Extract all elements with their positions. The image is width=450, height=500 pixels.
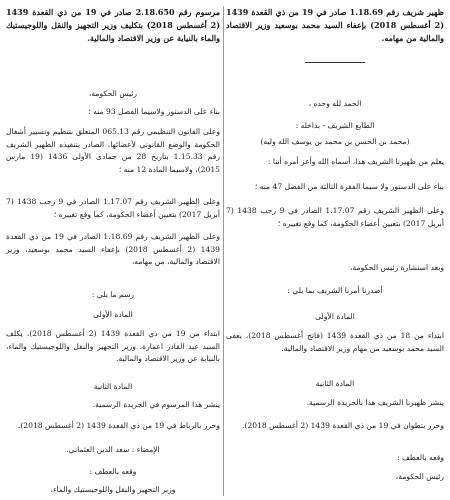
article-1-heading: المادة الأولى — [93, 310, 133, 319]
dahir-paragraph: وبعد استشارة رئيس الحكومة، — [350, 263, 444, 272]
date-of-issue: وحرر بتطوان في 19 من ذي القعدة 1439 (2 أغسطس 2018). — [242, 421, 444, 430]
seal-name: (محمد بن الحسن بن محمد بن يوسف الله وليه) — [260, 137, 410, 146]
decree-paragraph: وعلى الظهير الشريف رقم 1.17.07 الصادر في 9 رجب 1438 (7 أبريل 2017) بتعيين أعضاء الحكومة، كما وقع تغييره ؛ — [6, 197, 220, 219]
column-divider — [223, 6, 224, 496]
dahir-paragraph: أصدرنا أمرنا الشريف بما يلي : — [287, 286, 383, 295]
date-of-issue: وحرر بالرباط في 19 من ذي القعدة 1439 (2 أغسطس 2018). — [17, 421, 220, 430]
decree-paragraph: بناء على الدستور ولاسيما الفصل 93 منه ؛ — [88, 107, 220, 116]
countersign-label: وقعه بالعطف : — [89, 467, 137, 476]
dahir-title: ظهير شريف رقم 1.18.69 صادر في 19 من ذي القعدة 1439 (2 أغسطس 2018) بإعفاء السيد محمد بوسعيد وزير الاقتصاد والمالية من مهامه. — [226, 7, 445, 44]
title-separator — [226, 58, 444, 63]
article-1-heading: المادة الأولى — [315, 312, 355, 321]
countersigner: وزير التجهيز والنقل واللوجيستيك والماء، — [50, 485, 176, 494]
decree-paragraph: وعلى القانون التنظيمي رقم 065.13 المتعلق بتنظيم وتسيير أشغال الحكومة والوضع القانوني لأعضائها، الصادر بتنفيذه الظهير الشريف رقم 1.15.33 بتاريخ 28 من جمادى الأولى 1436 (19 مارس 2015)، ولاسيما المادة 12 منه ؛ — [6, 127, 221, 174]
countersign-label: وقعه بالعطف : — [397, 453, 444, 462]
countersigner: رئيس الحكومة، — [395, 472, 444, 481]
article-2-heading: المادة الثانية — [315, 379, 355, 388]
article-2-text: ينشر هذا المرسوم في الجريدة الرسمية. — [92, 400, 220, 409]
decree-title: مرسوم رقم 2.18.650 صادر في 19 من ذي القعدة 1439 (2 أغسطس 2018) بتكليف وزير التجهيز والنقل واللوجيستيك والماء بالنيابة عن وزير الاقتصاد والمالية. — [6, 7, 221, 44]
dahir-paragraph: يعلم من ظهيرنا الشريف هذا، أسماه الله وأعز أمره أننا : — [267, 157, 444, 166]
decree-paragraph: رسم ما يلي : — [91, 290, 135, 299]
article-1-text: ابتداء من 19 من ذي القعدة 1439 (2 أغسطس 2018)، يكلف السيد عبد القادر اعمارة، وزير التجهيز والنقل واللوجيستيك والماء، بالنيابة عن وزير الاقتصاد والمالية. — [6, 329, 220, 364]
signature-line: الإمضاء : سعد الدين العثماني. — [66, 445, 160, 454]
seal-label: الطابع الشريف - بداخله : — [295, 121, 375, 130]
dahir-paragraph: بناء على الدستور ولا سيما الفقرة الثالثة من الفصل 47 منه ؛ — [254, 182, 444, 191]
article-1-text: ابتداء من 18 من ذي القعدة 1439 (فاتح أغسطس 2018)، يعفى السيد محمد بوسعيد من مهام وزير الاقتصاد والمالية. — [226, 331, 444, 353]
praise-line: الحمد لله وحده ، — [308, 99, 362, 108]
article-2-text: ينشر ظهيرنا الشريف هذا بالجريدة الرسمية. — [306, 398, 444, 407]
decree-paragraph: وعلى الظهير الشريف رقم 1.18.69 الصادر في 19 من ذي القعدة 1439 (2 أغسطس 2018) بإعفاء السيد محمد بوسعيد، وزير الاقتصاد والمالية، من مهامه، — [6, 232, 221, 267]
dahir-paragraph: وعلى الظهير الشريف رقم 1.17.07 الصادر في 9 رجب 1438 (7 أبريل 2017) بتعيين أعضاء الحكومة، كما وقع تغييره ؛ — [226, 206, 444, 228]
article-2-heading: المادة الثانية — [93, 382, 133, 391]
decree-head: رئيس الحكومة، — [88, 89, 138, 98]
